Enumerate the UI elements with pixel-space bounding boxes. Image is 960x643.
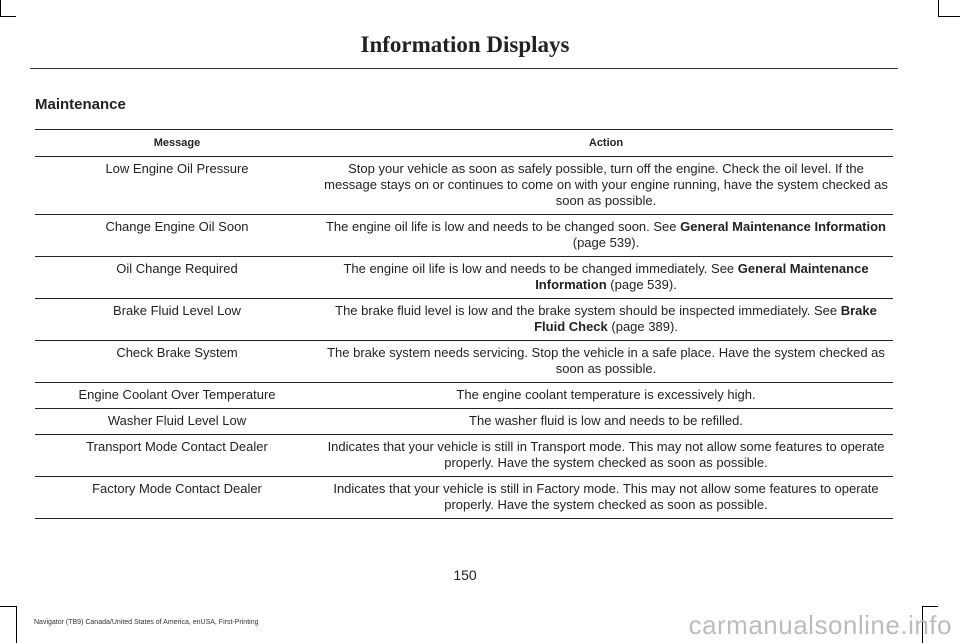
table-row	[35, 341, 893, 383]
action-text: The brake system needs servicing. Stop the vehicle in a safe place. Have the system checked as soon as possible.	[327, 345, 885, 376]
action-text: The washer fluid is low and needs to be refilled.	[469, 413, 743, 428]
cross-reference-link[interactable]: Brake Fluid Check	[534, 303, 877, 334]
action-cell	[319, 299, 893, 341]
document-info: Navigator (TB9) Canada/United States of America, enUSA, First-Printing	[34, 619, 259, 626]
action-text: Indicates that your vehicle is still in Transport mode. This may not allow some features to operate properly. Have the system checked as soon as possible.	[327, 439, 885, 470]
action-text: The engine oil life is low and needs to be changed soon. See	[325, 219, 681, 234]
page-number: 150	[453, 567, 477, 583]
action-text: The brake fluid level is low and the brake system should be inspected immediately. See	[335, 303, 841, 318]
action-cell	[319, 157, 893, 215]
action-cell	[319, 257, 893, 299]
action-cell	[319, 477, 893, 519]
crop-mark	[0, 606, 16, 607]
table-row	[35, 383, 893, 409]
table-row	[35, 435, 893, 477]
crop-mark	[16, 606, 17, 643]
crop-mark	[938, 16, 960, 17]
column-header-action: Action	[319, 130, 893, 157]
action-text: The engine coolant temperature is excessively high.	[456, 387, 756, 402]
message-cell: Low Engine Oil Pressure	[35, 157, 319, 215]
message-cell: Engine Coolant Over Temperature	[35, 383, 319, 409]
section-heading: Maintenance	[35, 96, 126, 113]
message-cell: Brake Fluid Level Low	[35, 299, 319, 341]
table-row	[35, 299, 893, 341]
watermark: carmanualsonline.info	[688, 610, 952, 640]
message-cell: Washer Fluid Level Low	[35, 409, 319, 435]
cross-reference-link[interactable]: General Maintenance Information	[535, 261, 869, 292]
crop-mark	[0, 0, 1, 16]
action-text: Stop your vehicle as soon as safely possible, turn off the engine. Check the oil level. If the message stays on or continues to come on with your engine running, have the system checked as soon as possible.	[324, 161, 888, 208]
action-cell	[319, 383, 893, 409]
page-reference: (page 539).	[606, 277, 677, 292]
action-cell	[319, 215, 893, 257]
action-text: The engine oil life is low and needs to be changed immediately. See	[343, 261, 738, 276]
crop-mark	[938, 0, 939, 16]
crop-mark	[0, 16, 16, 17]
crop-mark	[922, 606, 938, 607]
header-divider	[30, 68, 898, 69]
table-header-row	[35, 130, 893, 157]
page-reference: (page 389).	[607, 319, 678, 334]
message-cell: Oil Change Required	[35, 257, 319, 299]
table-row	[35, 215, 893, 257]
page-reference: (page 539).	[572, 235, 640, 250]
message-cell: Change Engine Oil Soon	[35, 215, 319, 257]
action-text: Indicates that your vehicle is still in Factory mode. This may not allow some features to operate properly. Have the system checked as soon as possible.	[333, 481, 879, 512]
action-cell	[319, 435, 893, 477]
page-title: Information Displays	[360, 32, 570, 57]
message-cell: Check Brake System	[35, 341, 319, 383]
table-row	[35, 477, 893, 519]
action-cell	[319, 409, 893, 435]
table-row	[35, 157, 893, 215]
message-cell: Transport Mode Contact Dealer	[35, 435, 319, 477]
column-header-message: Message	[35, 130, 319, 157]
table-row	[35, 257, 893, 299]
cross-reference-link[interactable]: General Maintenance Information	[680, 219, 886, 234]
message-cell: Factory Mode Contact Dealer	[35, 477, 319, 519]
table-row	[35, 409, 893, 435]
maintenance-table	[35, 129, 893, 519]
action-cell	[319, 341, 893, 383]
